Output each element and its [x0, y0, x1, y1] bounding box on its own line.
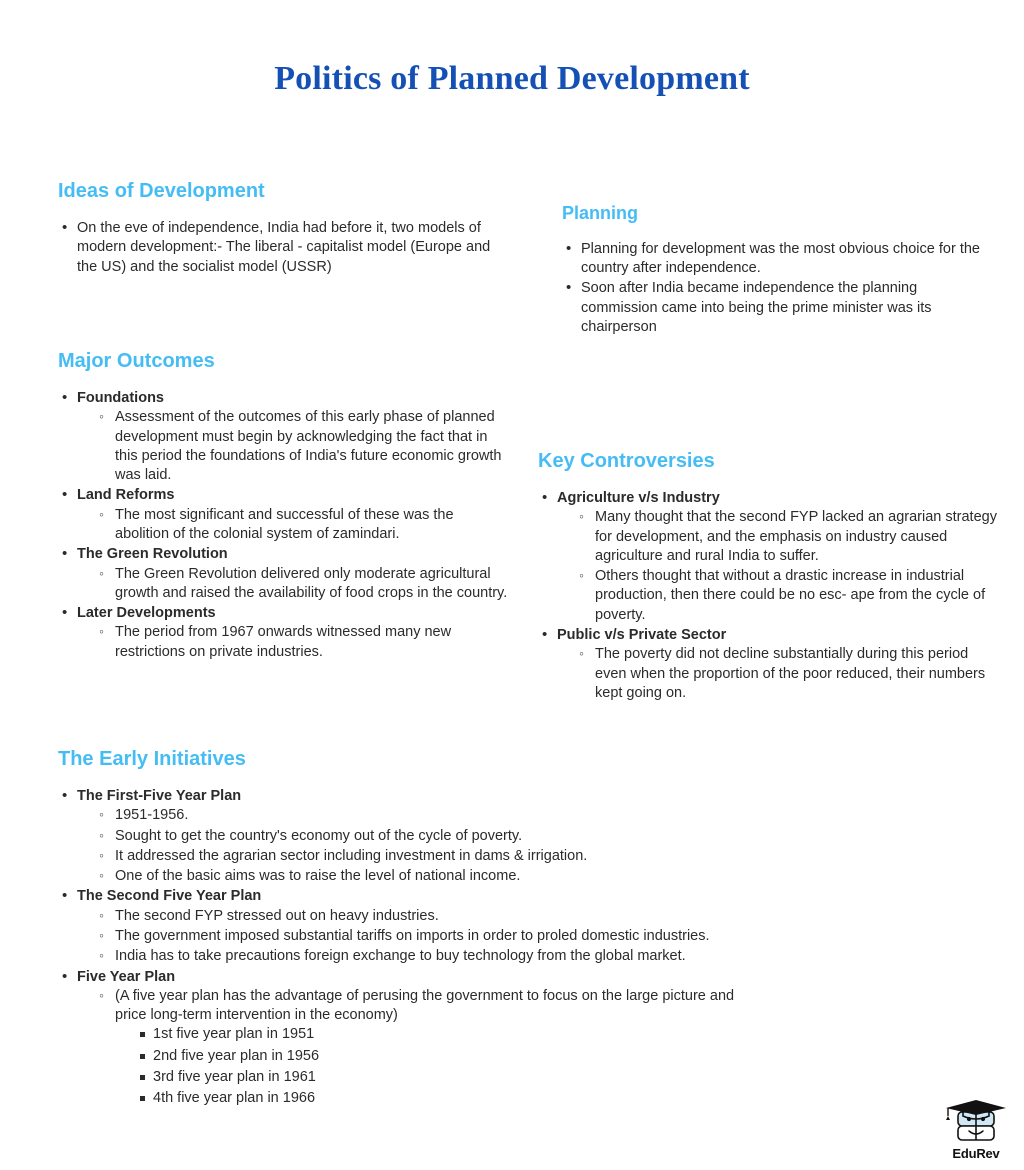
section-list-planning — [562, 240, 982, 337]
list-item-text: On the eve of independence, India had before it, two models of modern development:- The liberal - capitalist model (Europe and the US) and the socialist model (USSR) — [77, 220, 491, 275]
list-item-text: India has to take precautions foreign exchange to buy technology from the global market. — [115, 948, 686, 965]
list-item-text: The Green Revolution delivered only moderate agricultural growth and raised the availability of food crops in the country. — [115, 565, 508, 601]
page-title: Politics of Planned Development — [274, 60, 750, 97]
list-item-level2 — [99, 827, 758, 846]
list-item-text: The Green Revolution — [77, 546, 228, 563]
list-item-level2 — [99, 408, 508, 485]
list-item — [538, 489, 998, 625]
list-item-level2 — [99, 847, 758, 866]
list-item-text: The most significant and successful of these was the abolition of the colonial system of zamindari. — [115, 506, 454, 542]
list-item-text: The government imposed substantial tariffs on imports in order to proled domestic industries. — [115, 927, 710, 944]
list-item-level2 — [99, 806, 758, 825]
sub-list — [77, 623, 508, 662]
list-item — [58, 219, 508, 277]
sub-list — [77, 506, 508, 545]
section-ideas-of-development — [58, 180, 508, 278]
section-heading-ideas: Ideas of Development — [58, 180, 265, 202]
list-item — [562, 240, 982, 279]
list-item-text: It addressed the agrarian sector including investment in dams & irrigation. — [115, 847, 588, 864]
list-item-text: Public v/s Private Sector — [557, 626, 727, 643]
list-item-level2 — [99, 907, 758, 926]
section-key-controversies — [538, 450, 998, 704]
sub-list — [77, 806, 758, 886]
list-item-text: The First-Five Year Plan — [77, 788, 242, 804]
list-item-text: 1st five year plan in 1951 — [153, 1026, 315, 1043]
section-list-early — [58, 787, 758, 1109]
list-item — [562, 279, 982, 337]
list-item-text: Soon after India became independence the planning commission came into being the prime minister was its chairperson — [581, 280, 932, 335]
sub-list — [77, 987, 758, 1109]
list-item-level2 — [99, 623, 508, 662]
list-item-text: One of the basic aims was to raise the level of national income. — [115, 868, 521, 885]
sub-list — [77, 565, 508, 604]
list-item-text: The poverty did not decline substantially during this period even when the proportion of the poor reduced, their numbers kept going on. — [595, 646, 986, 701]
list-item-level2 — [99, 947, 758, 966]
sub-sub-list — [115, 1025, 758, 1108]
list-item — [58, 887, 758, 966]
list-item-level3 — [139, 1089, 758, 1108]
list-item-level3 — [139, 1025, 758, 1044]
list-item — [58, 968, 758, 1109]
list-item — [538, 626, 998, 703]
list-item-level2 — [579, 508, 998, 566]
section-heading-early: The Early Initiatives — [58, 748, 246, 770]
list-item-level2 — [99, 927, 758, 946]
edurev-logo — [936, 1098, 1016, 1166]
list-item-level2 — [99, 987, 758, 1109]
sub-list — [77, 907, 758, 967]
list-item-text: 3rd five year plan in 1961 — [153, 1068, 316, 1085]
sub-list — [557, 645, 998, 703]
list-item — [58, 389, 508, 485]
list-item-text: Others thought that without a drastic increase in industrial production, then there could be no esc- ape from the cycle of poverty. — [595, 568, 986, 623]
list-item-text: 2nd five year plan in 1956 — [153, 1047, 320, 1064]
list-item — [58, 545, 508, 603]
list-item-text: Land Reforms — [77, 487, 175, 504]
list-item-level3 — [139, 1068, 758, 1087]
section-major-outcomes — [58, 350, 508, 663]
list-item-text: (A five year plan has the advantage of perusing the government to focus on the large picture and price long-term intervention in the economy) — [115, 987, 735, 1024]
section-planning — [562, 203, 982, 338]
section-heading-controversies: Key Controversies — [538, 450, 715, 472]
section-the-early-initiatives — [58, 748, 758, 1111]
list-item-text: Many thought that the second FYP lacked an agrarian strategy for development, and the emphasis on industry caused agriculture and rural India to suffer. — [595, 509, 997, 564]
list-item-text: The Second Five Year Plan — [77, 888, 262, 905]
list-item — [58, 486, 508, 544]
list-item-text: The second FYP stressed out on heavy industries. — [115, 907, 439, 924]
list-item-text: Agriculture v/s Industry — [557, 490, 720, 506]
list-item-text: Assessment of the outcomes of this early phase of planned development must begin by acknowledging the fact that in this period the foundations of India's future economic growth was laid. — [115, 409, 502, 484]
list-item-text: Five Year Plan — [77, 968, 176, 985]
section-list-outcomes — [58, 389, 508, 662]
list-item — [58, 604, 508, 662]
section-list-ideas — [58, 219, 508, 277]
list-item-level2 — [579, 645, 998, 703]
list-item-level2 — [99, 867, 758, 886]
edurev-mascot-icon — [936, 1098, 1016, 1148]
section-heading-outcomes: Major Outcomes — [58, 350, 215, 372]
list-item-text: Foundations — [77, 390, 164, 406]
list-item-text: Planning for development was the most obvious choice for the country after independence. — [581, 240, 980, 276]
edurev-wordmark: EduRev — [952, 1146, 1000, 1161]
section-list-controversies — [538, 489, 998, 703]
list-item-level2 — [99, 565, 508, 604]
sub-list — [77, 408, 508, 485]
list-item-text: 1951-1956. — [115, 807, 189, 824]
sub-list — [557, 508, 998, 625]
list-item-text: Later Developments — [77, 605, 216, 622]
list-item-text: The period from 1967 onwards witnessed many new restrictions on private industries. — [115, 624, 452, 660]
section-heading-planning: Planning — [562, 203, 638, 223]
list-item-text: Sought to get the country's economy out of the cycle of poverty. — [115, 827, 523, 844]
list-item-text: 4th five year plan in 1966 — [153, 1090, 316, 1107]
list-item-level3 — [139, 1047, 758, 1066]
list-item-level2 — [579, 567, 998, 625]
list-item — [58, 787, 758, 886]
list-item-level2 — [99, 506, 508, 545]
